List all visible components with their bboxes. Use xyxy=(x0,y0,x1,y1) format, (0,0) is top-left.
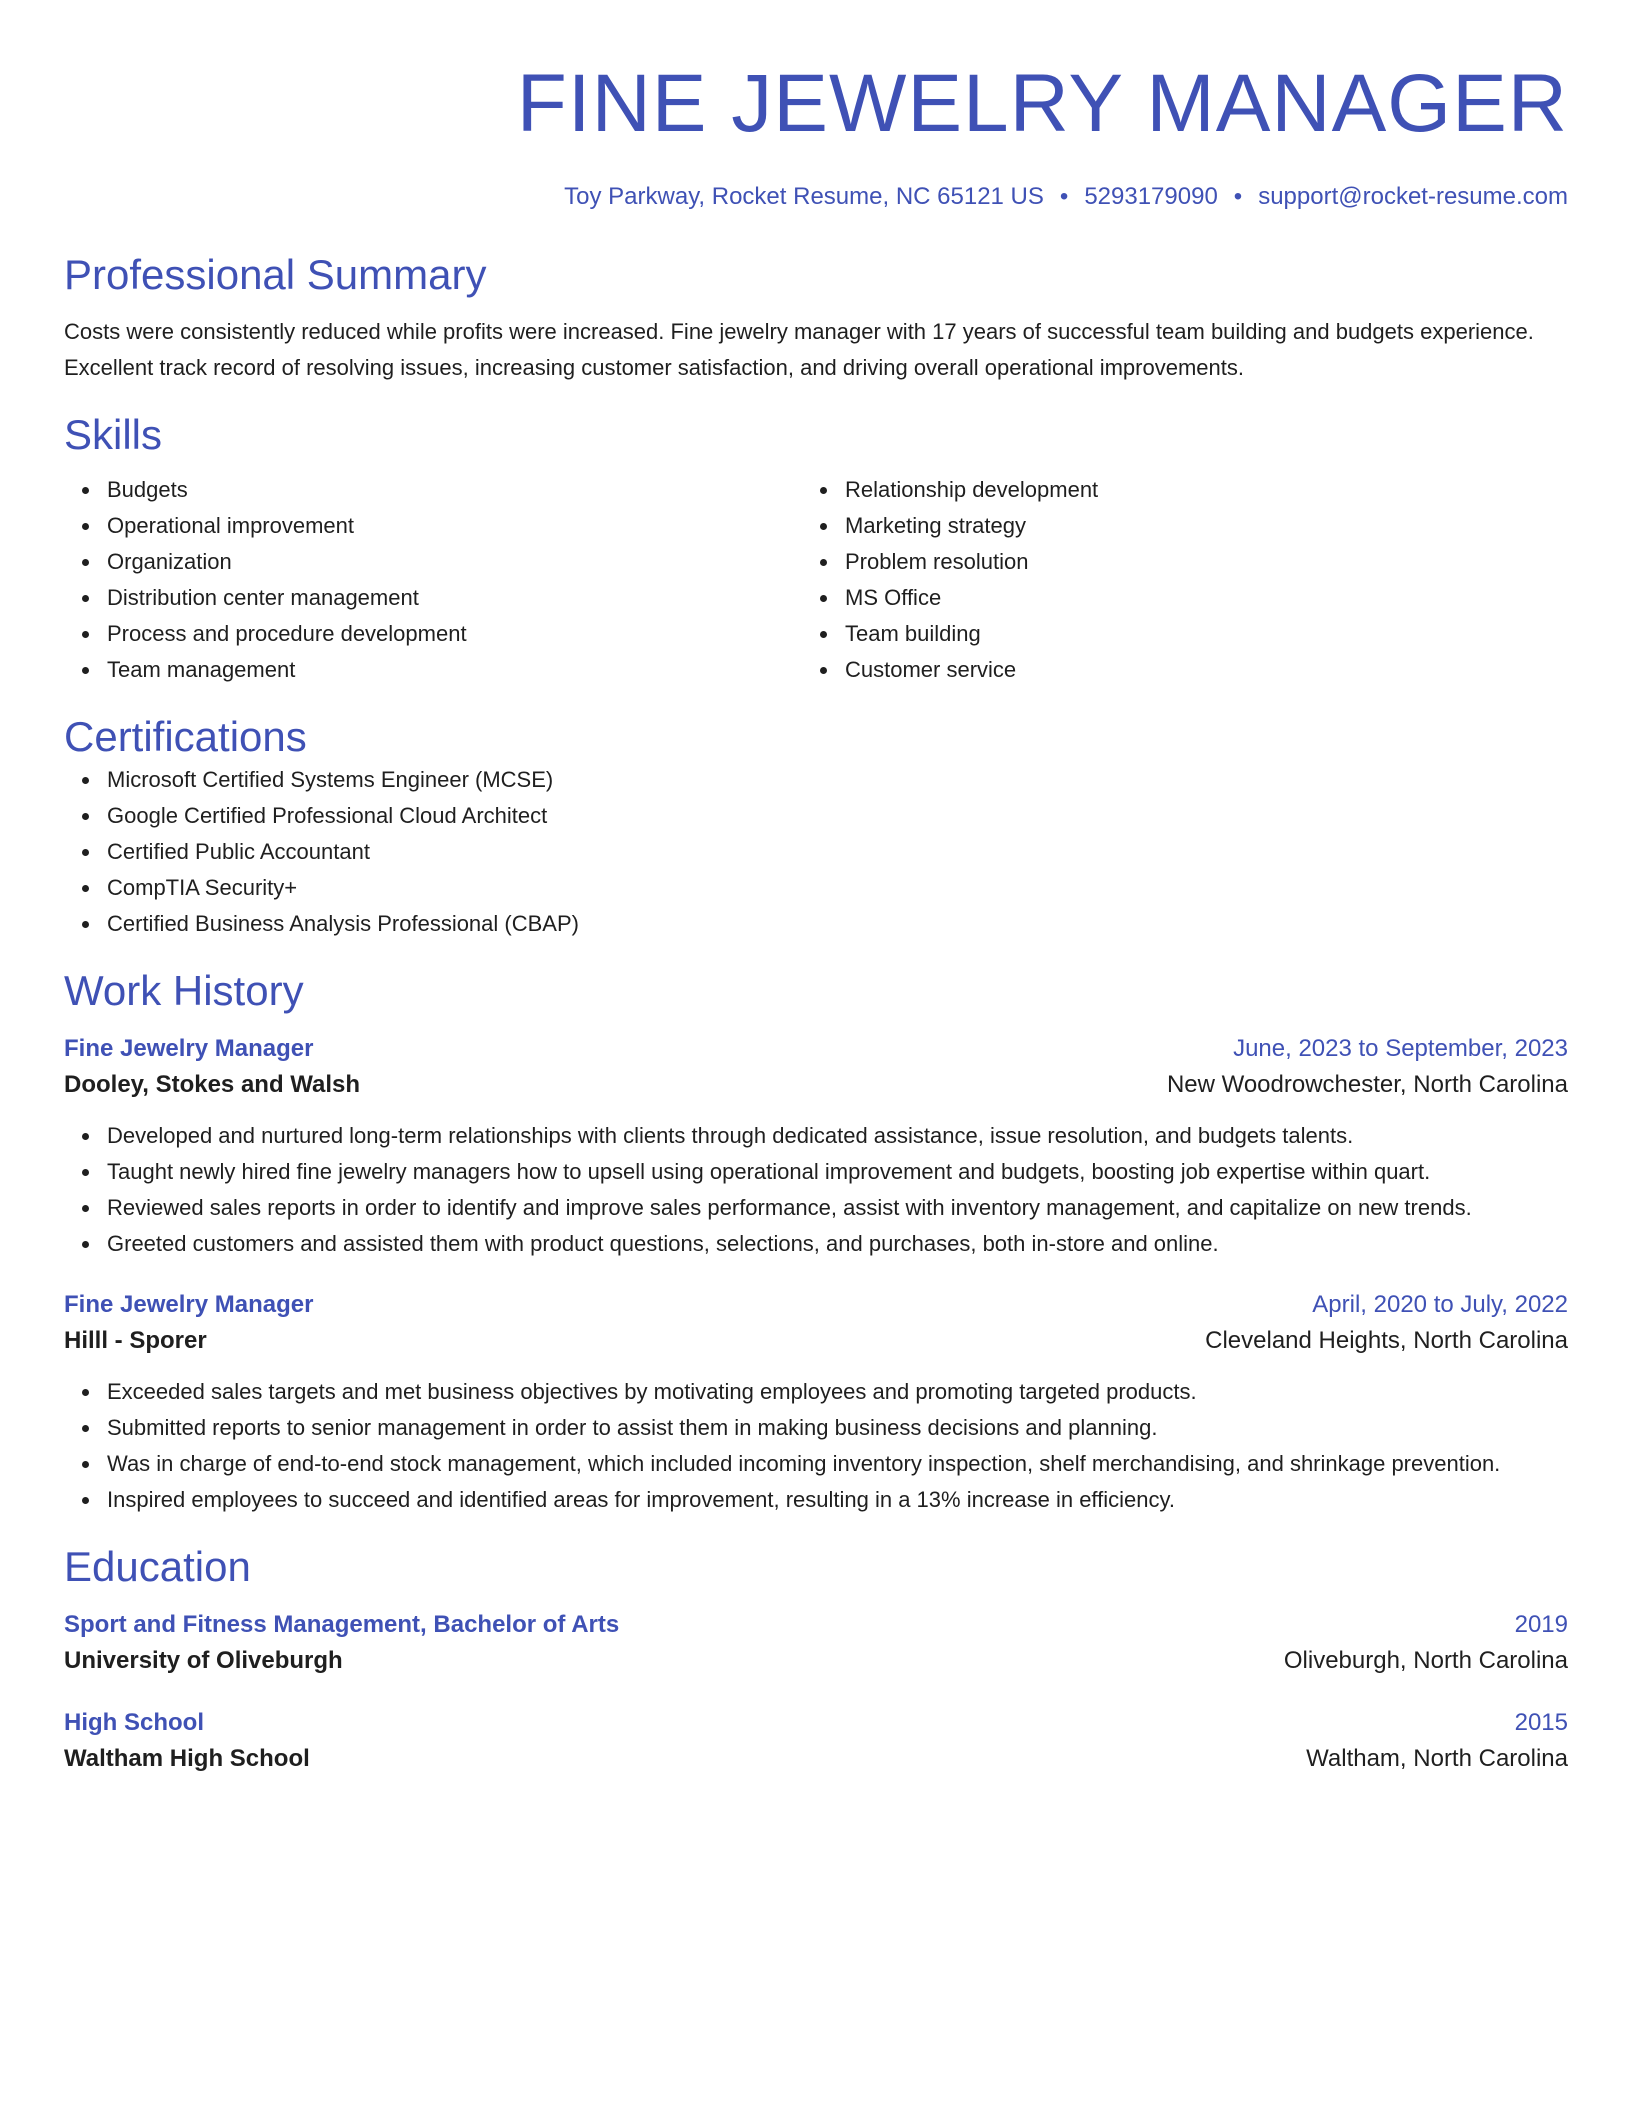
contact-separator: • xyxy=(1233,183,1243,210)
education-year: 2015 xyxy=(1514,1709,1568,1736)
job-duty: Inspired employees to succeed and identified areas for improvement, resulting in a 13% increase in efficiency. xyxy=(107,1482,1568,1518)
skills-column-left xyxy=(64,472,802,688)
work-history-heading: Work History xyxy=(64,967,304,1014)
certification-item: CompTIA Security+ xyxy=(107,870,1568,906)
job-duty: Taught newly hired fine jewelry managers how to upsell using operational improvement and budgets, boosting job expertise within quart. xyxy=(107,1154,1568,1190)
job-entry xyxy=(64,1288,1568,1518)
contact-line xyxy=(64,182,1568,212)
job-entry xyxy=(64,1032,1568,1262)
contact-phone: 5293179090 xyxy=(1084,183,1218,210)
contact-email: support@rocket-resume.com xyxy=(1258,183,1568,210)
certification-item: Microsoft Certified Systems Engineer (MCSE) xyxy=(107,762,1568,798)
certification-item: Certified Business Analysis Professional (CBAP) xyxy=(107,906,1568,942)
job-duty: Exceeded sales targets and met business objectives by motivating employees and promoting targeted products. xyxy=(107,1374,1568,1410)
job-header-row xyxy=(64,1032,1568,1066)
skills-columns xyxy=(64,472,1568,688)
skill-item: Organization xyxy=(107,544,802,580)
certifications-list xyxy=(64,762,1568,942)
certifications-heading: Certifications xyxy=(64,713,307,760)
job-duty: Developed and nurtured long-term relationships with clients through dedicated assistance, issue resolution, and budgets talents. xyxy=(107,1118,1568,1154)
skill-item: Marketing strategy xyxy=(845,508,1540,544)
summary-heading: Professional Summary xyxy=(64,251,487,298)
job-dates: June, 2023 to September, 2023 xyxy=(1233,1035,1568,1062)
contact-separator: • xyxy=(1059,183,1069,210)
skill-item: MS Office xyxy=(845,580,1540,616)
job-duty: Greeted customers and assisted them with product questions, selections, and purchases, both in-store and online. xyxy=(107,1226,1568,1262)
job-duties-list xyxy=(64,1118,1568,1262)
job-company: Dooley, Stokes and Walsh xyxy=(64,1071,361,1098)
certification-item: Google Certified Professional Cloud Architect xyxy=(107,798,1568,834)
skills-column-right xyxy=(802,472,1540,688)
job-dates: April, 2020 to July, 2022 xyxy=(1312,1291,1568,1318)
education-entry xyxy=(64,1706,1568,1778)
education-heading: Education xyxy=(64,1543,251,1590)
job-duties-list xyxy=(64,1374,1568,1518)
skill-item: Relationship development xyxy=(845,472,1540,508)
education-school: Waltham High School xyxy=(64,1745,310,1772)
education-header-row xyxy=(64,1608,1568,1642)
skills-list-right xyxy=(802,472,1540,688)
skill-item: Process and procedure development xyxy=(107,616,802,652)
job-location: New Woodrowchester, North Carolina xyxy=(1166,1071,1568,1098)
education-school: University of Oliveburgh xyxy=(64,1647,343,1674)
skills-list-left xyxy=(64,472,802,688)
summary-text: Costs were consistently reduced while profits were increased. Fine jewelry manager with 17 years of successful team building and budgets experience. Excellent track record of resolving issues, increasing customer satisfaction, and driving overall operational improvements. xyxy=(64,319,1534,380)
education-school-row xyxy=(64,1642,1568,1680)
job-title: Fine Jewelry Manager xyxy=(64,1291,314,1318)
job-duty: Was in charge of end-to-end stock management, which included incoming inventory inspection, shelf merchandising, and shrinkage prevention. xyxy=(107,1446,1568,1482)
education-location: Waltham, North Carolina xyxy=(1306,1745,1568,1772)
job-company: Hilll - Sporer xyxy=(64,1327,207,1354)
education-location: Oliveburgh, North Carolina xyxy=(1283,1647,1568,1674)
job-location: Cleveland Heights, North Carolina xyxy=(1205,1327,1568,1354)
job-company-row xyxy=(64,1322,1568,1360)
education-header-row xyxy=(64,1706,1568,1740)
education-entry xyxy=(64,1608,1568,1680)
job-title: Fine Jewelry Manager xyxy=(64,1035,314,1062)
skill-item: Budgets xyxy=(107,472,802,508)
job-header-row xyxy=(64,1288,1568,1322)
skill-item: Distribution center management xyxy=(107,580,802,616)
skill-item: Team management xyxy=(107,652,802,688)
job-duty: Submitted reports to senior management in order to assist them in making business decisions and planning. xyxy=(107,1410,1568,1446)
resume-header xyxy=(64,56,1568,212)
certification-item: Certified Public Accountant xyxy=(107,834,1568,870)
skill-item: Operational improvement xyxy=(107,508,802,544)
skills-heading: Skills xyxy=(64,411,163,458)
skill-item: Team building xyxy=(845,616,1540,652)
education-year: 2019 xyxy=(1514,1611,1568,1638)
skill-item: Customer service xyxy=(845,652,1540,688)
job-duty: Reviewed sales reports in order to identify and improve sales performance, assist with inventory management, and capitalize on new trends. xyxy=(107,1190,1568,1226)
resume-name: FINE JEWELRY MANAGER xyxy=(516,58,1568,149)
education-school-row xyxy=(64,1740,1568,1778)
contact-address: Toy Parkway, Rocket Resume, NC 65121 US xyxy=(564,183,1044,210)
job-company-row xyxy=(64,1066,1568,1104)
education-degree: High School xyxy=(64,1709,204,1736)
skill-item: Problem resolution xyxy=(845,544,1540,580)
education-degree: Sport and Fitness Management, Bachelor of Arts xyxy=(64,1611,620,1638)
